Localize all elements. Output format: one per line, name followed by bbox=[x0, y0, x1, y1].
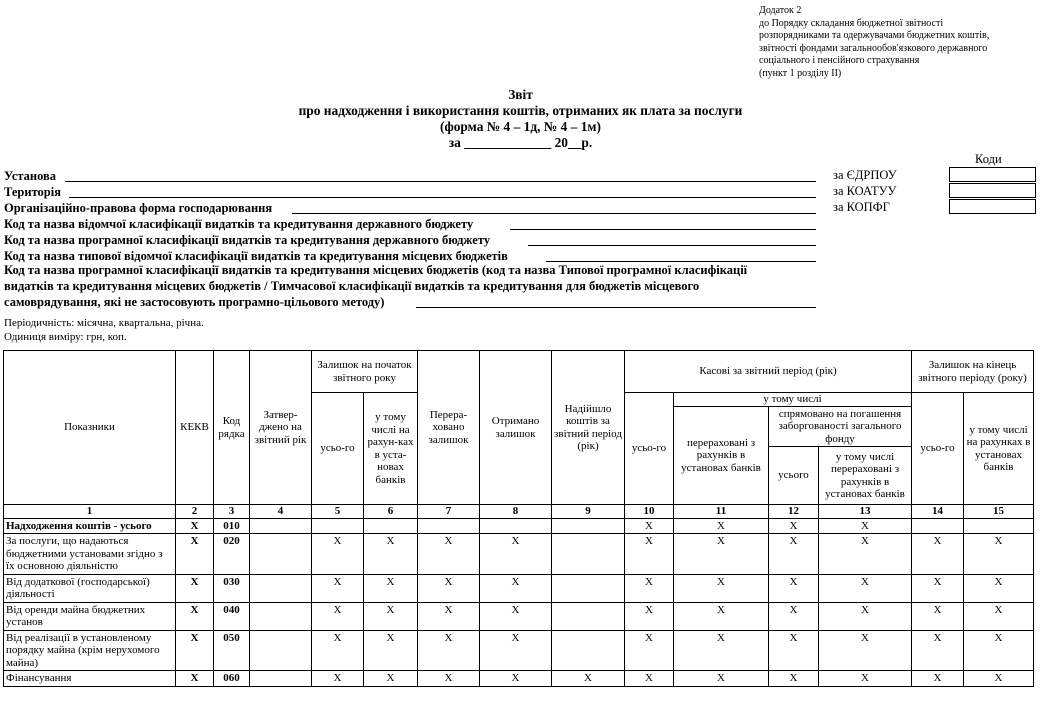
value-cell: X bbox=[418, 534, 480, 575]
value-cell: X bbox=[674, 534, 769, 575]
kekv-cell: X bbox=[176, 574, 214, 602]
column-number: 1 bbox=[4, 505, 176, 519]
value-cell: X bbox=[819, 518, 912, 534]
kekv-cell: X bbox=[176, 534, 214, 575]
column-number: 5 bbox=[312, 505, 364, 519]
value-cell[interactable] bbox=[964, 518, 1034, 534]
report-table bbox=[3, 350, 1034, 687]
column-number: 14 bbox=[912, 505, 964, 519]
value-cell: X bbox=[769, 602, 819, 630]
kekv-cell: X bbox=[176, 518, 214, 534]
value-cell: X bbox=[480, 534, 552, 575]
value-cell: X bbox=[480, 671, 552, 687]
appendix-line: (пункт 1 розділу ІІ) bbox=[759, 67, 842, 79]
value-cell: X bbox=[625, 574, 674, 602]
header-closing-banks: у тому числі на рахунках в установах банків bbox=[964, 393, 1034, 505]
field-typical-classification-local: Код та назва типової відомчої класифікації видатків та кредитування місцевих бюджетів bbox=[4, 249, 508, 263]
field-institution-line[interactable] bbox=[65, 181, 816, 182]
field-program-classification-local-cont: видатків та кредитування місцевих бюджетів / Тимчасової класифікації видатків та кредитування для бюджетів місцевого bbox=[4, 279, 700, 293]
value-cell: X bbox=[769, 534, 819, 575]
value-cell: X bbox=[819, 574, 912, 602]
value-cell: X bbox=[912, 574, 964, 602]
field-dept-classification-state: Код та назва відомчої класифікації видатків та кредитування державного бюджету bbox=[4, 217, 474, 231]
title-line-3: (форма № 4 – 1д, № 4 – 1м) bbox=[440, 119, 601, 134]
value-cell[interactable] bbox=[552, 574, 625, 602]
value-cell: X bbox=[819, 671, 912, 687]
code-kopfg-label: за КОПФГ bbox=[833, 200, 890, 214]
kekv-cell: X bbox=[176, 671, 214, 687]
header-indicators: Показники bbox=[4, 351, 176, 505]
value-cell: X bbox=[674, 518, 769, 534]
value-cell: X bbox=[418, 602, 480, 630]
value-cell: X bbox=[674, 630, 769, 671]
value-cell: X bbox=[364, 671, 418, 687]
header-received-balance: Отримано залишок bbox=[480, 351, 552, 505]
row-label: Від оренди майна бюджетних установ bbox=[4, 602, 176, 630]
value-cell: X bbox=[312, 534, 364, 575]
value-cell: X bbox=[480, 602, 552, 630]
row-code-cell: 060 bbox=[214, 671, 250, 687]
value-cell: X bbox=[674, 671, 769, 687]
value-cell[interactable] bbox=[250, 602, 312, 630]
value-cell: X bbox=[912, 630, 964, 671]
value-cell: X bbox=[912, 602, 964, 630]
value-cell: X bbox=[480, 630, 552, 671]
value-cell[interactable] bbox=[250, 518, 312, 534]
table-row bbox=[4, 630, 1034, 671]
header-debt-banks: у тому числі перераховані з рахунків в установах банків bbox=[819, 447, 912, 505]
field-institution: Установа bbox=[4, 169, 57, 183]
value-cell: X bbox=[964, 671, 1034, 687]
kekv-cell: X bbox=[176, 630, 214, 671]
value-cell: X bbox=[312, 602, 364, 630]
value-cell[interactable] bbox=[552, 534, 625, 575]
value-cell: X bbox=[912, 534, 964, 575]
value-cell: X bbox=[312, 574, 364, 602]
column-number: 2 bbox=[176, 505, 214, 519]
value-cell[interactable] bbox=[250, 574, 312, 602]
value-cell: X bbox=[312, 630, 364, 671]
value-cell[interactable] bbox=[552, 630, 625, 671]
row-code-cell: 040 bbox=[214, 602, 250, 630]
field-territory-line[interactable] bbox=[69, 197, 816, 198]
value-cell: X bbox=[312, 671, 364, 687]
value-cell: X bbox=[625, 518, 674, 534]
value-cell: X bbox=[418, 574, 480, 602]
code-edrpou-box[interactable] bbox=[949, 167, 1036, 182]
header-cash-banks: перераховані з рахунків в установах банків bbox=[674, 406, 769, 505]
header-row-code: Код рядка bbox=[214, 351, 250, 505]
value-cell[interactable] bbox=[250, 671, 312, 687]
value-cell[interactable] bbox=[552, 518, 625, 534]
kekv-cell: X bbox=[176, 602, 214, 630]
header-closing-balance: Залишок на кінець звітного періоду (року) bbox=[912, 351, 1034, 393]
field-dept-classification-state-line[interactable] bbox=[510, 229, 816, 230]
value-cell: X bbox=[364, 630, 418, 671]
field-program-classification-local-end: самоврядування, які не застосовують програмно-цільового методу) bbox=[4, 295, 385, 309]
value-cell[interactable] bbox=[912, 518, 964, 534]
row-label: Від додаткової (господарської) діяльності bbox=[4, 574, 176, 602]
row-label: За послуги, що надаються бюджетними установами згідно з їх основною діяльністю bbox=[4, 534, 176, 575]
field-legal-form: Організаційно-правова форма господарювання bbox=[4, 201, 273, 215]
table-row bbox=[4, 534, 1034, 575]
appendix-line: звітності фондами загальнообов'язкового державного bbox=[759, 42, 988, 54]
value-cell: X bbox=[964, 534, 1034, 575]
column-numbers-row bbox=[4, 505, 1034, 519]
title-line-1: Звіт bbox=[508, 87, 533, 102]
value-cell: X bbox=[964, 630, 1034, 671]
appendix-line: Додаток 2 bbox=[759, 5, 802, 16]
value-cell[interactable] bbox=[250, 630, 312, 671]
table-row bbox=[4, 602, 1034, 630]
header-transferred: Перера-ховано залишок bbox=[418, 351, 480, 505]
header-opening-banks: у тому числі на рахун-ках в уста-новах банків bbox=[364, 393, 418, 505]
header-cash-total: усьо-го bbox=[625, 393, 674, 505]
report-title bbox=[0, 87, 1041, 151]
field-program-classification-local-line[interactable] bbox=[416, 307, 816, 308]
value-cell: X bbox=[769, 518, 819, 534]
header-debt: спрямовано на погашення заборгованості загального фонду bbox=[769, 406, 912, 447]
codes-header: Коди bbox=[975, 152, 1002, 166]
header-inflow: Надійшло коштів за звітний період (рік) bbox=[552, 351, 625, 505]
title-line-2: про надходження і використання коштів, отриманих як плата за послуги bbox=[298, 103, 743, 118]
value-cell: X bbox=[552, 671, 625, 687]
value-cell: X bbox=[625, 630, 674, 671]
column-number: 8 bbox=[480, 505, 552, 519]
row-label: Надходження коштів - усього bbox=[4, 518, 176, 534]
header-incl: у тому числі bbox=[674, 393, 912, 407]
field-program-classification-state-line[interactable] bbox=[528, 245, 816, 246]
field-legal-form-line[interactable] bbox=[292, 213, 816, 214]
value-cell: X bbox=[625, 534, 674, 575]
appendix-note bbox=[759, 5, 1034, 81]
value-cell: X bbox=[769, 574, 819, 602]
value-cell: X bbox=[364, 602, 418, 630]
code-edrpou-label: за ЄДРПОУ bbox=[833, 168, 897, 182]
table-row bbox=[4, 574, 1034, 602]
header-opening-balance: Залишок на початок звітного року bbox=[312, 351, 418, 393]
header-closing-total: усьо-го bbox=[912, 393, 964, 505]
code-koatuu-box[interactable] bbox=[949, 183, 1036, 198]
column-number: 6 bbox=[364, 505, 418, 519]
table-row bbox=[4, 671, 1034, 687]
row-code-cell: 010 bbox=[214, 518, 250, 534]
row-code-cell: 050 bbox=[214, 630, 250, 671]
row-label: Фінансування bbox=[4, 671, 176, 687]
value-cell[interactable] bbox=[364, 518, 418, 534]
column-number: 13 bbox=[819, 505, 912, 519]
value-cell: X bbox=[819, 630, 912, 671]
title-line-4: за _____________ 20__р. bbox=[448, 135, 593, 150]
value-cell: X bbox=[769, 630, 819, 671]
column-number: 4 bbox=[250, 505, 312, 519]
value-cell: X bbox=[819, 534, 912, 575]
header-approved: Затвер-джено на звітний рік bbox=[250, 351, 312, 505]
value-cell: X bbox=[674, 574, 769, 602]
row-code-cell: 030 bbox=[214, 574, 250, 602]
value-cell[interactable] bbox=[250, 534, 312, 575]
value-cell[interactable] bbox=[418, 518, 480, 534]
value-cell: X bbox=[364, 574, 418, 602]
value-cell: X bbox=[418, 630, 480, 671]
column-number: 3 bbox=[214, 505, 250, 519]
column-number: 7 bbox=[418, 505, 480, 519]
value-cell: X bbox=[769, 671, 819, 687]
field-territory: Територія bbox=[4, 185, 61, 199]
appendix-line: розпорядниками та одержувачами бюджетних коштів, bbox=[759, 30, 990, 42]
column-number: 12 bbox=[769, 505, 819, 519]
row-label: Від реалізації в установленому порядку майна (крім нерухомого майна) bbox=[4, 630, 176, 671]
value-cell: X bbox=[674, 602, 769, 630]
value-cell: X bbox=[364, 534, 418, 575]
column-number: 15 bbox=[964, 505, 1034, 519]
header-debt-total: усього bbox=[769, 447, 819, 505]
column-number: 10 bbox=[625, 505, 674, 519]
header-cash: Касові за звітний період (рік) bbox=[625, 351, 912, 393]
unit-of-measure: Одиниця виміру: грн, коп. bbox=[4, 331, 127, 343]
value-cell: X bbox=[912, 671, 964, 687]
table-row bbox=[4, 518, 1034, 534]
field-program-classification-local: Код та назва програмної класифікації видатків та кредитування місцевих бюджетів (код та назва Типової програмної класифікації bbox=[4, 263, 748, 277]
value-cell[interactable] bbox=[552, 602, 625, 630]
value-cell: X bbox=[625, 671, 674, 687]
value-cell: X bbox=[625, 602, 674, 630]
value-cell[interactable] bbox=[480, 518, 552, 534]
periodicity: Періодичність: місячна, квартальна, річна. bbox=[4, 317, 204, 329]
column-number: 11 bbox=[674, 505, 769, 519]
value-cell: X bbox=[480, 574, 552, 602]
header-opening-total: усьо-го bbox=[312, 393, 364, 505]
code-kopfg-box[interactable] bbox=[949, 199, 1036, 214]
value-cell: X bbox=[964, 574, 1034, 602]
value-cell: X bbox=[964, 602, 1034, 630]
value-cell: X bbox=[819, 602, 912, 630]
field-program-classification-state: Код та назва програмної класифікації видатків та кредитування державного бюджету bbox=[4, 233, 491, 247]
appendix-line: до Порядку складання бюджетної звітності bbox=[759, 17, 944, 29]
value-cell[interactable] bbox=[312, 518, 364, 534]
appendix-line: соціального і пенсійного страхування bbox=[759, 55, 920, 67]
code-koatuu-label: за КОАТУУ bbox=[833, 184, 897, 198]
column-number: 9 bbox=[552, 505, 625, 519]
value-cell: X bbox=[418, 671, 480, 687]
header-kekv: КЕКВ bbox=[176, 351, 214, 505]
row-code-cell: 020 bbox=[214, 534, 250, 575]
